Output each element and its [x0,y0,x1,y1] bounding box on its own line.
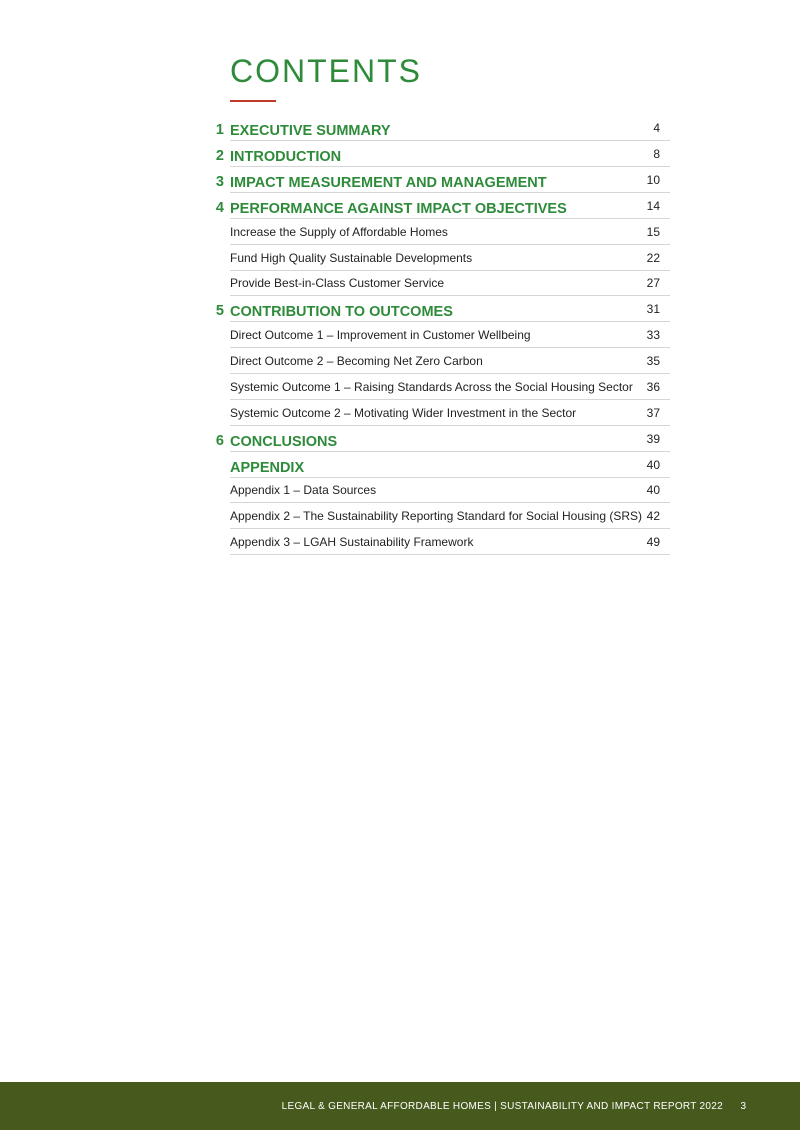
title-underline [230,100,276,102]
toc-entry-number: 2 [215,148,224,164]
toc-entry-page: 10 [646,173,660,187]
page-title: CONTENTS [230,53,422,89]
toc-entry-label: Fund High Quality Sustainable Developments [230,250,473,265]
toc-entry-page: 39 [646,431,660,446]
toc-entry-label: APPENDIX [230,459,305,476]
toc-entry-page: 33 [646,328,660,343]
footer-page-number: 3 [740,1101,746,1112]
toc-entry-page: 27 [646,276,660,291]
toc-entry[interactable] [0,529,800,555]
toc-entry-label: Appendix 1 – Data Sources [230,483,377,498]
footer-bar [0,1082,800,1130]
toc-divider [230,554,670,555]
toc-entry[interactable] [0,167,800,193]
toc-entry-number: 6 [215,432,224,449]
toc-entry[interactable] [0,452,800,478]
toc-entry-label: Provide Best-in-Class Customer Service [230,276,445,291]
toc-entry-page: 42 [646,509,660,524]
toc-entry-label: Systemic Outcome 2 – Motivating Wider Investment in the Sector [230,405,577,420]
toc-entry-number: 3 [215,174,224,190]
toc-entry-page: 22 [646,250,660,265]
toc-entry[interactable] [0,478,800,504]
toc-entry-label: Appendix 3 – LGAH Sustainability Framework [230,534,474,549]
toc-entry[interactable] [0,219,800,245]
toc-entry-page: 36 [646,379,660,394]
toc-entry[interactable] [0,426,800,452]
toc-entry-page: 31 [646,302,660,317]
toc-entry[interactable] [0,296,800,322]
toc-entry-label: CONTRIBUTION TO OUTCOMES [230,304,453,321]
toc-entry-page: 49 [646,534,660,549]
toc-entry-page: 35 [646,353,660,368]
toc-entry-label: IMPACT MEASUREMENT AND MANAGEMENT [230,175,547,191]
toc-entry-page: 40 [646,483,660,498]
toc-entry[interactable] [0,348,800,374]
toc-entry-label: Direct Outcome 2 – Becoming Net Zero Carbon [230,353,483,368]
toc-entry[interactable] [0,400,800,426]
toc-entry-label: Direct Outcome 1 – Improvement in Customer Wellbeing [230,328,531,343]
toc-entry-number: 1 [215,122,224,138]
toc-entry[interactable] [0,374,800,400]
toc-entry-page: 4 [653,121,660,135]
toc-entry-label: Systemic Outcome 1 – Raising Standards Across the Social Housing Sector [230,379,633,394]
toc-entry-page: 37 [646,405,660,420]
toc-entry-page: 15 [646,224,660,239]
table-of-contents [0,115,800,555]
toc-entry-number: 4 [215,200,224,216]
toc-entry-page: 14 [646,199,660,213]
toc-entry[interactable] [0,193,800,219]
toc-entry[interactable] [0,141,800,167]
toc-entry[interactable] [0,503,800,529]
toc-entry-label: Increase the Supply of Affordable Homes [230,224,448,239]
toc-entry-label: PERFORMANCE AGAINST IMPACT OBJECTIVES [230,201,567,217]
toc-entry-page: 8 [653,147,660,161]
toc-entry-number: 5 [215,303,224,320]
toc-entry[interactable] [0,245,800,271]
toc-entry-page: 40 [646,457,660,472]
toc-entry-label: Appendix 2 – The Sustainability Reporting Standard for Social Housing (SRS) [230,509,643,524]
toc-entry[interactable] [0,115,800,141]
toc-entry[interactable] [0,322,800,348]
footer-text: LEGAL & GENERAL AFFORDABLE HOMES | SUSTAINABILITY AND IMPACT REPORT 2022 [281,1101,723,1112]
toc-entry-label: EXECUTIVE SUMMARY [230,123,391,139]
toc-entry-label: INTRODUCTION [230,149,342,165]
toc-entry[interactable] [0,271,800,297]
toc-entry-label: CONCLUSIONS [230,433,338,450]
